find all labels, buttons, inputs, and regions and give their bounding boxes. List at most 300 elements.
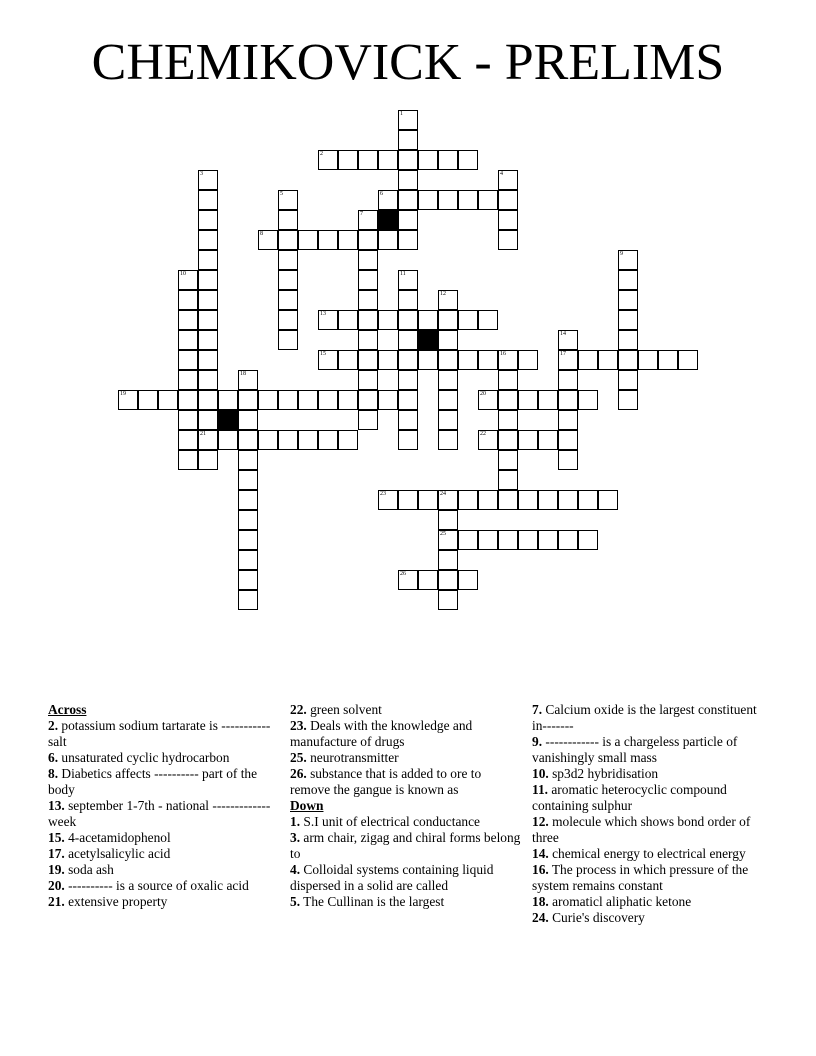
grid-cell[interactable] bbox=[398, 270, 418, 290]
cell-number: 7 bbox=[360, 211, 363, 217]
grid-cell[interactable] bbox=[278, 270, 298, 290]
cell-number: 12 bbox=[440, 291, 446, 297]
clue-number: 26. bbox=[290, 766, 307, 781]
clue-item bbox=[48, 878, 280, 894]
down-clues-column-3 bbox=[532, 702, 764, 926]
grid-cell[interactable] bbox=[278, 210, 298, 230]
grid-cell[interactable] bbox=[518, 490, 538, 510]
block-cell bbox=[378, 210, 398, 230]
grid-cell[interactable] bbox=[158, 390, 178, 410]
grid-cell[interactable] bbox=[398, 110, 418, 130]
grid-cell[interactable] bbox=[538, 530, 558, 550]
grid-cell[interactable] bbox=[198, 230, 218, 250]
clue-item bbox=[290, 702, 522, 718]
grid-cell[interactable] bbox=[278, 230, 298, 250]
grid-cell[interactable] bbox=[398, 230, 418, 250]
grid-cell[interactable] bbox=[398, 390, 418, 410]
down-heading: Down bbox=[290, 798, 324, 813]
grid-cell[interactable] bbox=[598, 490, 618, 510]
clue-number: 21. bbox=[48, 894, 65, 909]
clue-text: S.I unit of electrical conductance bbox=[300, 814, 480, 829]
grid-cell[interactable] bbox=[258, 230, 278, 250]
clue-number: 3. bbox=[290, 830, 301, 845]
grid-cell[interactable] bbox=[418, 150, 438, 170]
clue-number: 23. bbox=[290, 718, 307, 733]
clue-item bbox=[532, 766, 764, 782]
grid-cell[interactable] bbox=[198, 170, 218, 190]
clue-number: 10. bbox=[532, 766, 549, 781]
grid-cell[interactable] bbox=[438, 150, 458, 170]
grid-cell[interactable] bbox=[318, 230, 338, 250]
clue-item bbox=[532, 846, 764, 862]
grid-cell[interactable] bbox=[198, 270, 218, 290]
grid-cell[interactable] bbox=[198, 210, 218, 230]
grid-cell[interactable] bbox=[498, 370, 518, 390]
grid-cell[interactable] bbox=[398, 410, 418, 430]
cell-number: 1 bbox=[400, 111, 403, 117]
grid-cell[interactable] bbox=[118, 390, 138, 410]
grid-cell[interactable] bbox=[418, 570, 438, 590]
cell-number: 17 bbox=[560, 351, 566, 357]
grid-cell[interactable] bbox=[278, 430, 298, 450]
grid-cell[interactable] bbox=[358, 270, 378, 290]
grid-cell[interactable] bbox=[198, 430, 218, 450]
clue-item bbox=[532, 910, 764, 926]
cell-number: 9 bbox=[620, 251, 623, 257]
clue-text: The process in which pressure of the system remains constant bbox=[532, 862, 749, 893]
clue-text: acetylsalicylic acid bbox=[64, 846, 171, 861]
clue-item bbox=[532, 734, 764, 766]
grid-cell[interactable] bbox=[198, 290, 218, 310]
clue-number: 25. bbox=[290, 750, 307, 765]
clue-text: extensive property bbox=[64, 894, 168, 909]
grid-cell[interactable] bbox=[238, 370, 258, 390]
grid-cell[interactable] bbox=[198, 310, 218, 330]
grid-cell[interactable] bbox=[478, 530, 498, 550]
cell-number: 15 bbox=[320, 351, 326, 357]
grid-cell[interactable] bbox=[178, 390, 198, 410]
grid-cell[interactable] bbox=[358, 370, 378, 390]
clue-item bbox=[290, 862, 522, 894]
grid-cell[interactable] bbox=[438, 310, 458, 330]
grid-cell[interactable] bbox=[458, 530, 478, 550]
grid-cell[interactable] bbox=[278, 250, 298, 270]
clue-item bbox=[48, 766, 280, 798]
grid-cell[interactable] bbox=[238, 550, 258, 570]
grid-cell[interactable] bbox=[198, 390, 218, 410]
grid-cell[interactable] bbox=[338, 430, 358, 450]
clue-number: 24. bbox=[532, 910, 549, 925]
grid-cell[interactable] bbox=[398, 570, 418, 590]
cell-number: 20 bbox=[480, 391, 486, 397]
clue-item bbox=[48, 846, 280, 862]
grid-cell[interactable] bbox=[438, 390, 458, 410]
grid-cell[interactable] bbox=[558, 390, 578, 410]
clue-item bbox=[532, 782, 764, 814]
grid-cell[interactable] bbox=[358, 310, 378, 330]
clue-item bbox=[290, 814, 522, 830]
grid-cell[interactable] bbox=[198, 190, 218, 210]
grid-cell[interactable] bbox=[498, 390, 518, 410]
clue-number: 14. bbox=[532, 846, 549, 861]
cell-number: 5 bbox=[280, 191, 283, 197]
grid-cell[interactable] bbox=[178, 270, 198, 290]
grid-cell[interactable] bbox=[438, 410, 458, 430]
clue-number: 17. bbox=[48, 846, 65, 861]
grid-cell[interactable] bbox=[618, 250, 638, 270]
grid-cell[interactable] bbox=[438, 490, 458, 510]
clue-text: ---------- is a source of oxalic acid bbox=[64, 878, 249, 893]
across-heading: Across bbox=[48, 702, 87, 717]
cell-number: 3 bbox=[200, 171, 203, 177]
clue-number: 8. bbox=[48, 766, 59, 781]
grid-cell[interactable] bbox=[498, 430, 518, 450]
grid-cell[interactable] bbox=[578, 490, 598, 510]
clue-item bbox=[532, 862, 764, 894]
clue-number: 4. bbox=[290, 862, 301, 877]
clue-text: 4-acetamidophenol bbox=[64, 830, 171, 845]
cell-number: 4 bbox=[500, 171, 503, 177]
grid-cell[interactable] bbox=[178, 410, 198, 430]
clue-text: ------------ is a chargeless particle of vanishingly small mass bbox=[532, 734, 738, 765]
grid-cell[interactable] bbox=[338, 230, 358, 250]
clue-text: Calcium oxide is the largest constituent in------- bbox=[532, 702, 757, 733]
grid-cell[interactable] bbox=[418, 310, 438, 330]
grid-cell[interactable] bbox=[498, 170, 518, 190]
grid-cell[interactable] bbox=[358, 390, 378, 410]
clue-number: 5. bbox=[290, 894, 301, 909]
grid-cell[interactable] bbox=[398, 190, 418, 210]
grid-cell[interactable] bbox=[498, 230, 518, 250]
grid-cell[interactable] bbox=[198, 330, 218, 350]
grid-cell[interactable] bbox=[198, 350, 218, 370]
cell-number: 24 bbox=[440, 491, 446, 497]
grid-cell[interactable] bbox=[438, 530, 458, 550]
grid-cell[interactable] bbox=[238, 530, 258, 550]
grid-cell[interactable] bbox=[478, 490, 498, 510]
grid-cell[interactable] bbox=[618, 390, 638, 410]
clue-text: september 1-7th - national ------------- week bbox=[48, 798, 271, 829]
grid-cell[interactable] bbox=[438, 430, 458, 450]
grid-cell[interactable] bbox=[478, 390, 498, 410]
grid-cell[interactable] bbox=[418, 350, 438, 370]
clue-item bbox=[48, 750, 280, 766]
grid-cell[interactable] bbox=[378, 230, 398, 250]
grid-cell[interactable] bbox=[238, 430, 258, 450]
clue-item bbox=[48, 830, 280, 846]
clue-number: 16. bbox=[532, 862, 549, 877]
grid-cell[interactable] bbox=[438, 290, 458, 310]
grid-cell[interactable] bbox=[298, 230, 318, 250]
grid-cell[interactable] bbox=[278, 290, 298, 310]
grid-cell[interactable] bbox=[278, 330, 298, 350]
clue-item bbox=[532, 894, 764, 910]
grid-cell[interactable] bbox=[438, 190, 458, 210]
grid-cell[interactable] bbox=[498, 210, 518, 230]
grid-cell[interactable] bbox=[618, 350, 638, 370]
grid-cell[interactable] bbox=[238, 450, 258, 470]
grid-cell[interactable] bbox=[398, 350, 418, 370]
grid-cell[interactable] bbox=[238, 570, 258, 590]
grid-cell[interactable] bbox=[258, 430, 278, 450]
grid-cell[interactable] bbox=[398, 170, 418, 190]
grid-cell[interactable] bbox=[438, 350, 458, 370]
grid-cell[interactable] bbox=[378, 350, 398, 370]
grid-cell[interactable] bbox=[578, 390, 598, 410]
grid-cell[interactable] bbox=[438, 510, 458, 530]
grid-cell[interactable] bbox=[498, 350, 518, 370]
clue-number: 15. bbox=[48, 830, 65, 845]
clue-text: Colloidal systems containing liquid dispersed in a solid are called bbox=[290, 862, 494, 893]
grid-cell[interactable] bbox=[278, 390, 298, 410]
clue-number: 1. bbox=[290, 814, 301, 829]
grid-cell[interactable] bbox=[458, 150, 478, 170]
grid-cell[interactable] bbox=[538, 430, 558, 450]
clue-text: arm chair, zigag and chiral forms belong to bbox=[290, 830, 521, 861]
grid-cell[interactable] bbox=[358, 230, 378, 250]
cell-number: 2 bbox=[320, 151, 323, 157]
grid-cell[interactable] bbox=[438, 550, 458, 570]
clue-number: 13. bbox=[48, 798, 65, 813]
grid-cell[interactable] bbox=[438, 370, 458, 390]
grid-cell[interactable] bbox=[618, 330, 638, 350]
grid-cell[interactable] bbox=[338, 150, 358, 170]
cell-number: 23 bbox=[380, 491, 386, 497]
grid-cell[interactable] bbox=[258, 390, 278, 410]
grid-cell[interactable] bbox=[218, 390, 238, 410]
clue-item bbox=[532, 702, 764, 734]
grid-cell[interactable] bbox=[458, 190, 478, 210]
grid-cell[interactable] bbox=[378, 490, 398, 510]
grid-cell[interactable] bbox=[558, 410, 578, 430]
cell-number: 19 bbox=[120, 391, 126, 397]
cell-number: 13 bbox=[320, 311, 326, 317]
clue-text: Curie's discovery bbox=[548, 910, 645, 925]
grid-cell[interactable] bbox=[178, 310, 198, 330]
clue-number: 6. bbox=[48, 750, 59, 765]
clue-item bbox=[290, 766, 522, 798]
grid-cell[interactable] bbox=[238, 590, 258, 610]
grid-cell[interactable] bbox=[518, 350, 538, 370]
grid-cell[interactable] bbox=[218, 430, 238, 450]
grid-cell[interactable] bbox=[358, 250, 378, 270]
grid-cell[interactable] bbox=[558, 370, 578, 390]
clues-column-2 bbox=[290, 702, 522, 910]
grid-cell[interactable] bbox=[478, 430, 498, 450]
clue-text: soda ash bbox=[64, 862, 114, 877]
grid-cell[interactable] bbox=[498, 530, 518, 550]
grid-cell[interactable] bbox=[398, 210, 418, 230]
clue-item bbox=[48, 862, 280, 878]
clue-item bbox=[290, 718, 522, 750]
grid-cell[interactable] bbox=[338, 350, 358, 370]
grid-cell[interactable] bbox=[378, 390, 398, 410]
grid-cell[interactable] bbox=[458, 350, 478, 370]
clue-text: Diabetics affects ---------- part of the body bbox=[48, 766, 258, 797]
grid-cell[interactable] bbox=[498, 190, 518, 210]
cell-number: 11 bbox=[400, 271, 406, 277]
grid-cell[interactable] bbox=[198, 370, 218, 390]
grid-cell[interactable] bbox=[538, 390, 558, 410]
grid-cell[interactable] bbox=[618, 290, 638, 310]
grid-cell[interactable] bbox=[178, 370, 198, 390]
clue-text: green solvent bbox=[306, 702, 382, 717]
grid-cell[interactable] bbox=[318, 350, 338, 370]
grid-cell[interactable] bbox=[298, 430, 318, 450]
grid-cell[interactable] bbox=[658, 350, 678, 370]
grid-cell[interactable] bbox=[358, 150, 378, 170]
clue-text: unsaturated cyclic hydrocarbon bbox=[58, 750, 230, 765]
clue-text: sp3d2 hybridisation bbox=[548, 766, 659, 781]
clue-text: aromatic heterocyclic compound containing sulphur bbox=[532, 782, 727, 813]
grid-cell[interactable] bbox=[558, 490, 578, 510]
grid-cell[interactable] bbox=[598, 350, 618, 370]
grid-cell[interactable] bbox=[378, 190, 398, 210]
grid-cell[interactable] bbox=[398, 130, 418, 150]
clue-item bbox=[48, 798, 280, 830]
grid-cell[interactable] bbox=[318, 310, 338, 330]
cell-number: 21 bbox=[200, 431, 206, 437]
clue-number: 22. bbox=[290, 702, 307, 717]
clue-text: The Cullinan is the largest bbox=[300, 894, 445, 909]
clue-text: substance that is added to ore to remove the gangue is known as bbox=[290, 766, 482, 797]
clue-number: 9. bbox=[532, 734, 543, 749]
grid-cell[interactable] bbox=[238, 410, 258, 430]
clue-text: molecule which shows bond order of three bbox=[532, 814, 751, 845]
clue-item bbox=[532, 814, 764, 846]
grid-cell[interactable] bbox=[558, 330, 578, 350]
grid-cell[interactable] bbox=[538, 490, 558, 510]
grid-cell[interactable] bbox=[398, 430, 418, 450]
clue-number: 19. bbox=[48, 862, 65, 877]
grid-cell[interactable] bbox=[178, 430, 198, 450]
grid-cell[interactable] bbox=[398, 330, 418, 350]
clue-number: 7. bbox=[532, 702, 543, 717]
grid-cell[interactable] bbox=[498, 410, 518, 430]
grid-cell[interactable] bbox=[438, 570, 458, 590]
grid-cell[interactable] bbox=[278, 190, 298, 210]
block-cell bbox=[218, 410, 238, 430]
across-clues-column-1 bbox=[48, 702, 280, 910]
cell-number: 22 bbox=[480, 431, 486, 437]
grid-cell[interactable] bbox=[358, 330, 378, 350]
cell-number: 26 bbox=[400, 571, 406, 577]
page-title: CHEMIKOVICK - PRELIMS bbox=[91, 34, 725, 91]
clue-number: 20. bbox=[48, 878, 65, 893]
grid-cell[interactable] bbox=[398, 150, 418, 170]
cell-number: 6 bbox=[380, 191, 383, 197]
clue-item bbox=[48, 718, 280, 750]
cell-number: 25 bbox=[440, 531, 446, 537]
grid-cell[interactable] bbox=[238, 390, 258, 410]
grid-cell[interactable] bbox=[558, 530, 578, 550]
grid-cell[interactable] bbox=[418, 190, 438, 210]
grid-cell[interactable] bbox=[478, 350, 498, 370]
grid-cell[interactable] bbox=[298, 390, 318, 410]
grid-cell[interactable] bbox=[238, 510, 258, 530]
grid-cell[interactable] bbox=[558, 430, 578, 450]
clue-number: 12. bbox=[532, 814, 549, 829]
grid-cell[interactable] bbox=[318, 430, 338, 450]
grid-cell[interactable] bbox=[358, 210, 378, 230]
clue-text: aromaticl aliphatic ketone bbox=[548, 894, 692, 909]
clue-number: 2. bbox=[48, 718, 59, 733]
grid-cell[interactable] bbox=[578, 530, 598, 550]
grid-cell[interactable] bbox=[518, 530, 538, 550]
grid-cell[interactable] bbox=[578, 350, 598, 370]
grid-cell[interactable] bbox=[518, 430, 538, 450]
grid-cell[interactable] bbox=[358, 350, 378, 370]
grid-cell[interactable] bbox=[618, 270, 638, 290]
grid-cell[interactable] bbox=[178, 350, 198, 370]
grid-cell[interactable] bbox=[198, 410, 218, 430]
grid-cell[interactable] bbox=[178, 330, 198, 350]
cell-number: 16 bbox=[500, 351, 506, 357]
grid-cell[interactable] bbox=[478, 190, 498, 210]
grid-cell[interactable] bbox=[458, 310, 478, 330]
grid-cell[interactable] bbox=[478, 310, 498, 330]
grid-cell[interactable] bbox=[498, 450, 518, 470]
cell-number: 14 bbox=[560, 331, 566, 337]
grid-cell[interactable] bbox=[618, 310, 638, 330]
grid-cell[interactable] bbox=[558, 350, 578, 370]
grid-cell[interactable] bbox=[178, 450, 198, 470]
grid-cell[interactable] bbox=[338, 310, 358, 330]
grid-cell[interactable] bbox=[398, 370, 418, 390]
block-cell bbox=[418, 330, 438, 350]
grid-cell[interactable] bbox=[558, 450, 578, 470]
clue-item bbox=[48, 894, 280, 910]
grid-cell[interactable] bbox=[398, 490, 418, 510]
grid-cell[interactable] bbox=[418, 490, 438, 510]
clue-text: chemical energy to electrical energy bbox=[548, 846, 746, 861]
grid-cell[interactable] bbox=[398, 290, 418, 310]
grid-cell[interactable] bbox=[458, 490, 478, 510]
grid-cell[interactable] bbox=[178, 290, 198, 310]
grid-cell[interactable] bbox=[398, 310, 418, 330]
clue-text: Deals with the knowledge and manufacture of drugs bbox=[290, 718, 473, 749]
grid-cell[interactable] bbox=[318, 150, 338, 170]
grid-cell[interactable] bbox=[518, 390, 538, 410]
grid-cell[interactable] bbox=[618, 370, 638, 390]
grid-cell[interactable] bbox=[138, 390, 158, 410]
grid-cell[interactable] bbox=[238, 470, 258, 490]
grid-cell[interactable] bbox=[358, 410, 378, 430]
grid-cell[interactable] bbox=[198, 450, 218, 470]
grid-cell[interactable] bbox=[318, 390, 338, 410]
grid-cell[interactable] bbox=[438, 330, 458, 350]
grid-cell[interactable] bbox=[498, 490, 518, 510]
grid-cell[interactable] bbox=[678, 350, 698, 370]
grid-cell[interactable] bbox=[638, 350, 658, 370]
grid-cell[interactable] bbox=[338, 390, 358, 410]
grid-cell[interactable] bbox=[378, 150, 398, 170]
grid-cell[interactable] bbox=[438, 590, 458, 610]
grid-cell[interactable] bbox=[278, 310, 298, 330]
clue-item bbox=[290, 894, 522, 910]
grid-cell[interactable] bbox=[378, 310, 398, 330]
clue-text: potassium sodium tartarate is ----------- salt bbox=[48, 718, 271, 749]
clue-text: neurotransmitter bbox=[306, 750, 399, 765]
clue-number: 11. bbox=[532, 782, 548, 797]
grid-cell[interactable] bbox=[498, 470, 518, 490]
grid-cell[interactable] bbox=[238, 490, 258, 510]
cell-number: 10 bbox=[180, 271, 186, 277]
grid-cell[interactable] bbox=[358, 290, 378, 310]
cell-number: 8 bbox=[260, 231, 263, 237]
grid-cell[interactable] bbox=[198, 250, 218, 270]
grid-cell[interactable] bbox=[458, 570, 478, 590]
